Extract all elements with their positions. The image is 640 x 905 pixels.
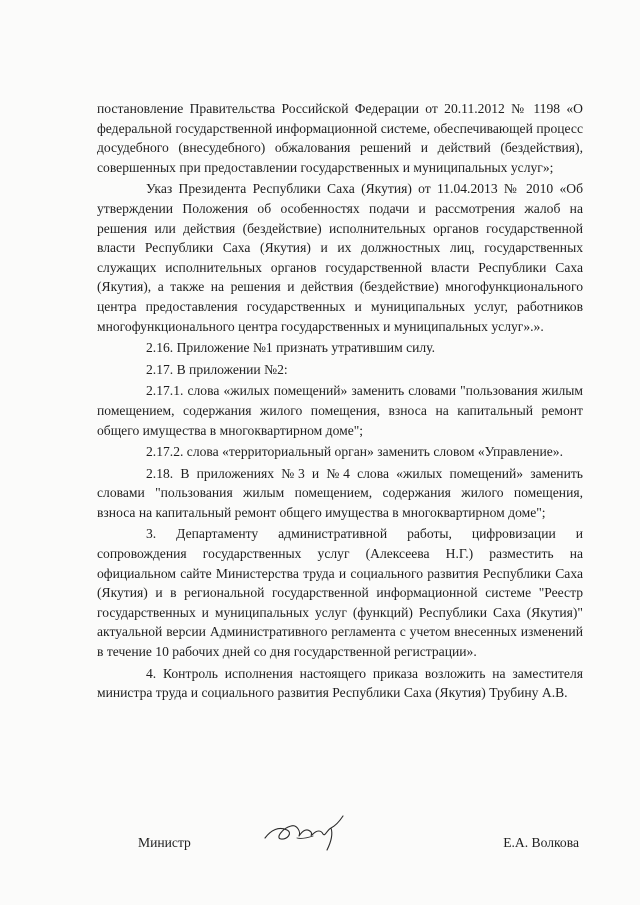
paragraph-2-16: 2.16. Приложение №1 признать утратившим силу.	[146, 340, 436, 356]
paragraph-2-18: 2.18. В приложениях №3 и №4 слова «жилых помещений» заменить словами "пользования жилым помещением, содержания жилого помещения, взноса на капитальный ремонт общего имущества в многоквартирном доме";	[97, 465, 583, 520]
paragraph-2-17-1: 2.17.1. слова «жилых помещений» заменить словами "пользования жилым помещением, содержания жилого помещения, взноса на капитальный ремонт общего имущества в многоквартирном доме";	[97, 383, 583, 438]
paragraph-decree-2010: Указ Президента Республики Саха (Якутия) от 11.04.2013 № 2010 «Об утверждении Положения об особенностях подачи и рассмотрения жалоб на решения или действия (бездействие) исполнительных органов государственной власти Республики Саха (Якутия) и их должностных лиц, государственных служащих исполнительных органов государственной власти Республики Саха (Якутия), а также на решения и действия (бездействие) многофункционального центра предоставления государственных и муниципальных услуг, работников многофункционального центра государственных и муниципальных услуг».».	[97, 181, 583, 334]
handwritten-signature	[257, 808, 357, 858]
paragraph-3: 3. Департаменту административной работы, цифровизации и сопровождения государственных услуг (Алексеева Н.Г.) разместить на официальном сайте Министерства труда и социального развития Республики Саха (Якутия) и в региональной государственной информационной системе "Реестр государственных и муниципальных услуг (функций) Республики Саха (Якутия)" актуальной версии Административного регламента с учетом внесенных изменений в течение 10 рабочих дней со дня государственной регистрации».	[97, 526, 583, 660]
document-body	[97, 99, 583, 703]
paragraph-2-17-2: 2.17.2. слова «территориальный орган» заменить словом «Управление».	[146, 444, 563, 460]
signature-title: Министр	[138, 835, 191, 850]
signature-name: Е.А. Волкова	[503, 835, 579, 850]
paragraph-decree-1198: постановление Правительства Российской Федерации от 20.11.2012 № 1198 «О федеральной государственной информационной системе, обеспечивающей процесс досудебного (внесудебного) обжалования решений и действий (бездействия), совершенных при предоставлении государственных и муниципальных услуг»;	[97, 101, 583, 175]
paragraph-2-17: 2.17. В приложении №2:	[146, 361, 288, 377]
signature-block	[97, 808, 583, 868]
paragraph-4: 4. Контроль исполнения настоящего приказа возложить на заместителя министра труда и социального развития Республики Саха (Якутия) Трубину А.В.	[97, 665, 583, 701]
